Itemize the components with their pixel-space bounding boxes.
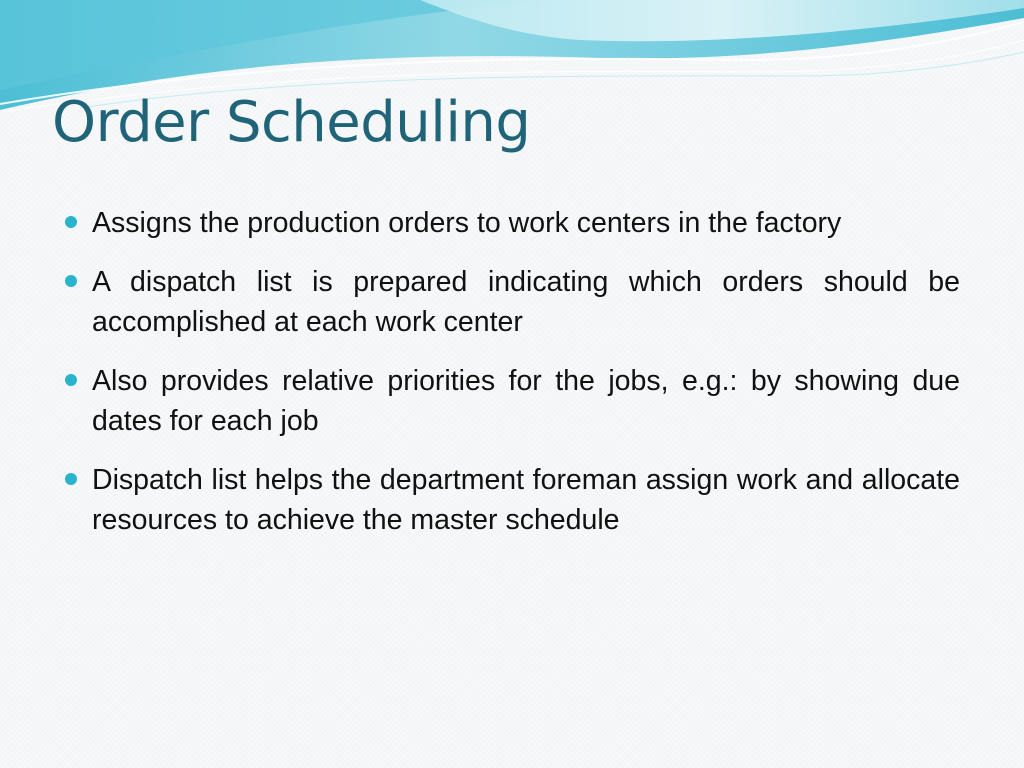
slide-title: Order Scheduling [52, 90, 531, 155]
bullet-point-icon [65, 216, 77, 228]
bullet-point-icon [65, 275, 77, 287]
bullet-text: Dispatch list helps the department foreman assign work and allocate resources to achieve the master schedule [92, 464, 960, 536]
bullet-item [92, 262, 960, 342]
bullet-item [92, 361, 960, 441]
bullet-text: Assigns the production orders to work centers in the factory [92, 207, 842, 239]
bullet-text: A dispatch list is prepared indicating which orders should be accomplished at each work center [92, 266, 960, 338]
bullet-point-icon [65, 374, 77, 386]
bullet-text: Also provides relative priorities for the jobs, e.g.: by showing due dates for each job [92, 365, 960, 437]
bullet-item [92, 460, 960, 540]
bullet-list [92, 203, 960, 559]
bullet-point-icon [65, 473, 77, 485]
bullet-item [92, 203, 960, 243]
